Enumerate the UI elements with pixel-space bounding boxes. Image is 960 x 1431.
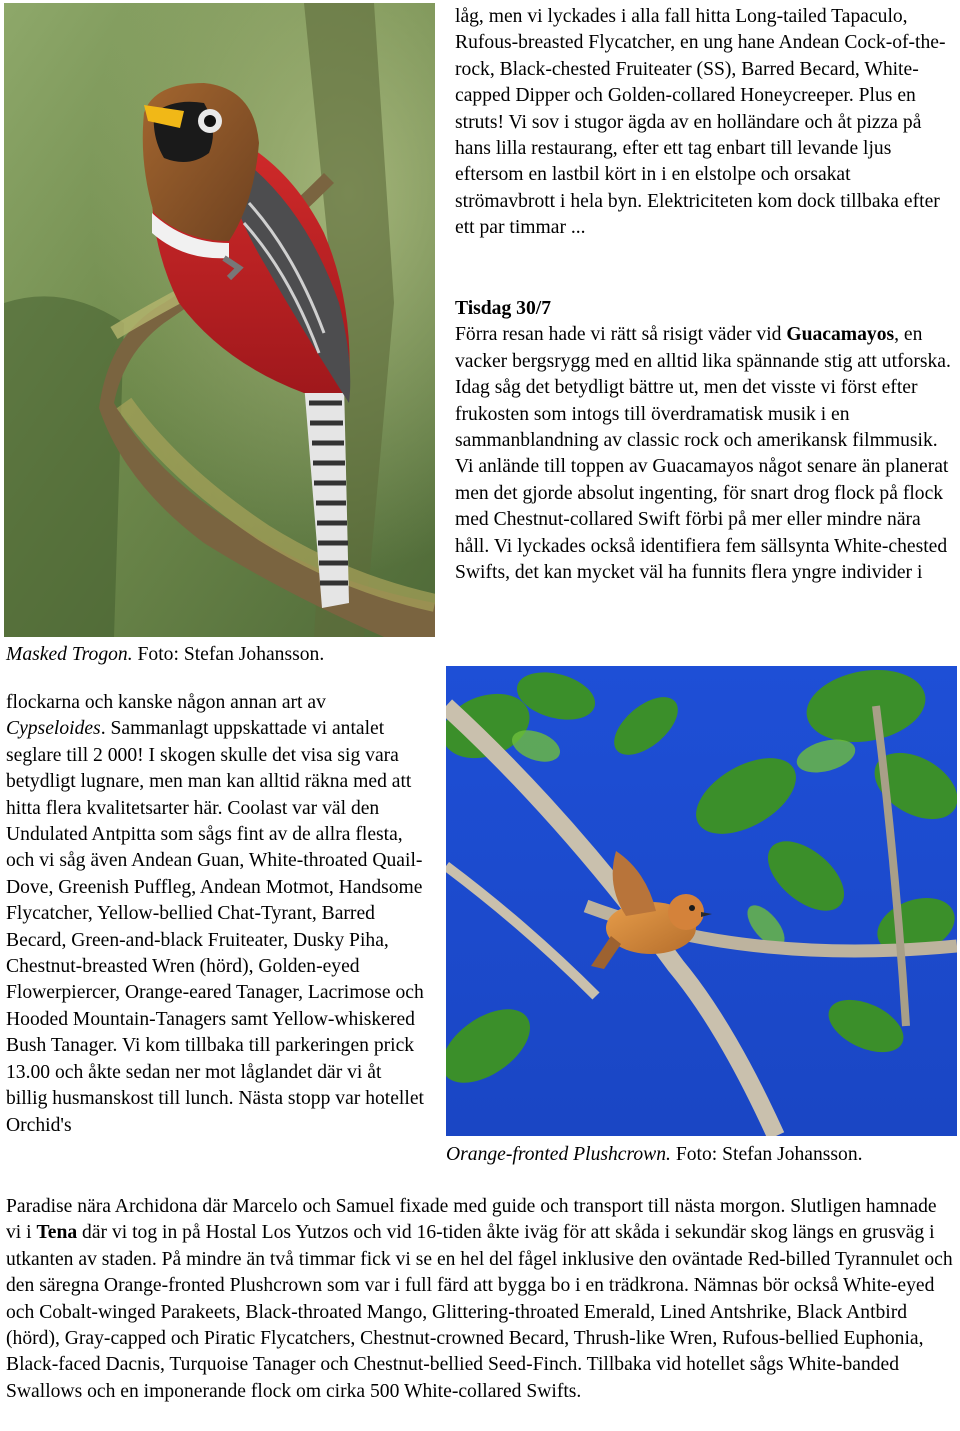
place-name: Guacamayos bbox=[786, 324, 895, 346]
day-section bbox=[455, 296, 955, 586]
plushcrown-caption bbox=[446, 1142, 863, 1168]
town-name: Tena bbox=[36, 1222, 78, 1244]
day-paragraph-part1: Förra resan hade vi rätt så risigt väder vid bbox=[455, 324, 787, 346]
paragraph-text: låg, men vi lyckades i alla fall hitta Long-tailed Tapaculo, Rufous-breasted Flycatcher, en ung hane Andean Cock-of-the-rock, Black-chested Fruiteater (SS), Barred Becard, White-capped Dipper och Golden-collared Honeycreeper. Plus en struts! Vi sov i stugor ägda av en holländare och åt pizza på hans lilla restaurang, efter ett tag enbart till levande ljus eftersom en lastbil kört in i en elstolpe och orsakat strömavbrott i hela byn. Elektriciteten kom dock tillbaka efter ett par timmar ... bbox=[455, 6, 946, 239]
bottom-paragraph-part1: Paradise nära Archidona där Marcelo och Samuel fixade med guide och transport till nästa morgon. Slutligen hamnade vi i bbox=[6, 1196, 937, 1244]
masked-trogon-photo bbox=[4, 3, 435, 637]
left-paragraph-part1: flockarna och kanske någon annan art av bbox=[6, 692, 326, 713]
caption-credit: Foto: Stefan Johansson. bbox=[132, 644, 325, 665]
top-right-paragraph bbox=[455, 4, 955, 242]
left-paragraph bbox=[6, 690, 424, 1139]
genus-name: Cypseloides bbox=[6, 718, 101, 740]
day-paragraph-part2: , en vacker bergsrygg med en alltid lika spännande stig att utforska. Idag såg det betydligt bättre ut, men det visste vi först efter frukosten som intogs till överdramatisk musik i en sammanblandning av classic rock och amerikansk filmmusik. Vi anlände till toppen av Guacamayos något senare än planerat men det gjorde absolut ingenting, för snart drog flock på flock med Chestnut-collared Swift förbi på mer eller mindre nära håll. Vi lyckades också identifiera fem sällsynta White-chested Swifts, det kan mycket väl ha funnits flera yngre individer i bbox=[455, 324, 951, 584]
masked-trogon-caption bbox=[6, 642, 324, 668]
day-paragraph bbox=[455, 322, 955, 586]
caption-species: Masked Trogon. bbox=[6, 644, 133, 665]
bottom-paragraph bbox=[6, 1194, 956, 1405]
bottom-paragraph-part2: där vi tog in på Hostal Los Yutzos och vid 16-tiden åkte iväg för att skåda i sekundär skog längs en grusväg i utkanten av staden. På mindre än två timmar fick vi se en hel del fågel inklusive den oväntade Red-billed Tyrannulet och den säregna Orange-fronted Plushcrown som var i full färd att bygga bo i en trädkrona. Nämnas bör också White-eyed och Cobalt-winged Parakeets, Black-throated Mango, Glittering-throated Emerald, Lined Antshrike, Black Antbird (hörd), Gray-capped och Piratic Flycatchers, Chestnut-crowned Becard, Thrush-like Wren, Rufous-bellied Euphonia, Black-faced Dacnis, Turquoise Tanager och Chestnut-bellied Seed-Finch. Tillbaka vid hotellet sågs White-banded Swallows och en imponerande flock om cirka 500 White-collared Swifts. bbox=[6, 1222, 953, 1402]
plushcrown-photo bbox=[446, 666, 957, 1136]
plushcrown-illustration bbox=[446, 666, 957, 1136]
masked-trogon-illustration bbox=[4, 3, 435, 637]
caption-credit: Foto: Stefan Johansson. bbox=[670, 1144, 863, 1165]
caption-species: Orange-fronted Plushcrown. bbox=[446, 1144, 671, 1165]
day-heading: Tisdag 30/7 bbox=[455, 298, 552, 319]
left-paragraph-part2: . Sammanlagt uppskattade vi antalet seglare till 2 000! I skogen skulle det visa sig vara betydligt lugnare, men man kan alltid räkna med att hitta flera kvalitetsarter här. Coolast var väl den Undulated Antpitta som sågs fint av de allra flesta, och vi såg även Andean Guan, White-throated Quail-Dove, Greenish Puffleg, Andean Motmot, Handsome Flycatcher, Yellow-bellied Chat-Tyrant, Barred Becard, Green-and-black Fruiteater, Dusky Piha, Chestnut-breasted Wren (hörd), Golden-eyed Flowerpiercer, Orange-eared Tanager, Lacrimose och Hooded Mountain-Tanagers samt Yellow-whiskered Bush Tanager. Vi kom tillbaka till parkeringen prick 13.00 och åkte sedan ner mot låglandet där vi åt billig husmanskost till lunch. Nästa stopp var hotellet Orchid's bbox=[6, 718, 424, 1136]
